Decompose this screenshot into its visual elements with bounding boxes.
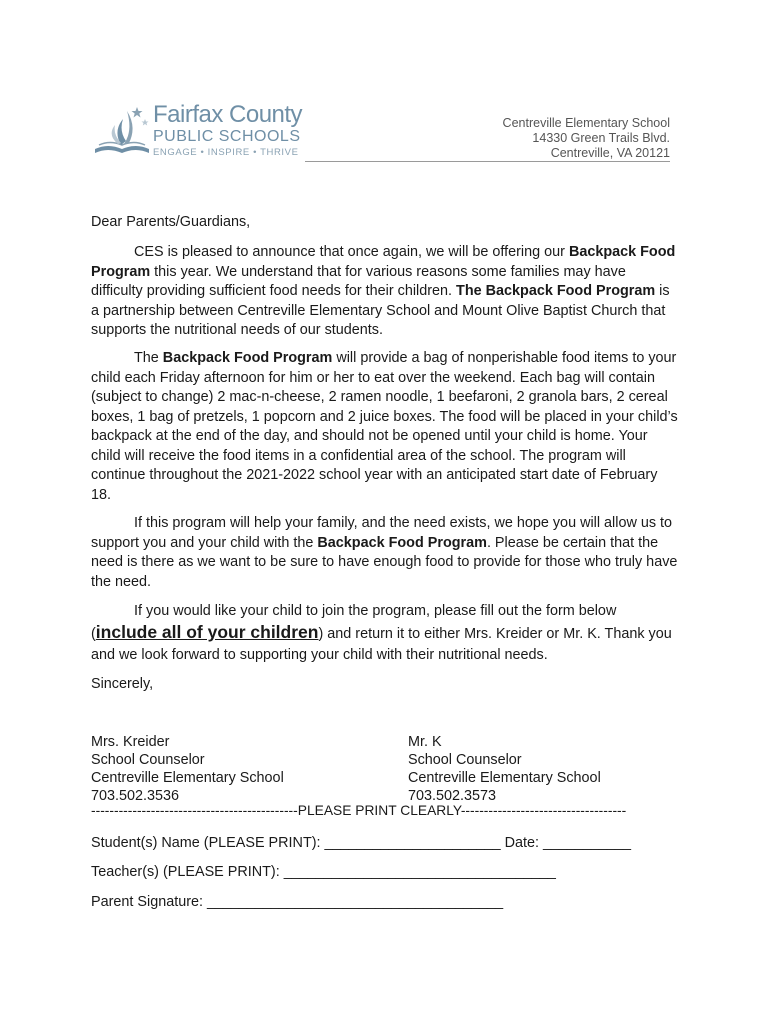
parent-signature-field: Parent Signature: _____________________________________ bbox=[91, 894, 504, 910]
address-line: Centreville, VA 20121 bbox=[550, 146, 670, 160]
logo-subtitle: PUBLIC SCHOOLS bbox=[153, 128, 301, 145]
signature-kreider bbox=[91, 733, 284, 805]
signer-title: School Counselor bbox=[408, 752, 522, 768]
paragraph-2 bbox=[91, 349, 680, 505]
logo-tagline: ENGAGE • INSPIRE • THRIVE bbox=[153, 147, 299, 158]
print-clearly-separator: ---------------------------------------------PLEASE PRINT CLEARLY------------------------------------ bbox=[91, 803, 627, 818]
signer-title: School Counselor bbox=[91, 752, 205, 768]
student-name-field: Student(s) Name (PLEASE PRINT): ______________________ Date: ___________ bbox=[91, 835, 632, 851]
p1-text: CES is pleased to announce that once again, we will be offering our bbox=[134, 244, 569, 260]
p1-text: is a partnership between Centreville Elementary School and Mount Olive Baptist Church that supports the nutritional needs of our students. bbox=[91, 283, 670, 338]
p3-bold: Backpack Food Program bbox=[317, 534, 487, 551]
signer-phone: 703.502.3536 bbox=[91, 788, 180, 804]
paragraph-3 bbox=[91, 514, 680, 592]
logo-title: Fairfax County bbox=[153, 101, 303, 128]
closing: Sincerely, bbox=[91, 676, 154, 692]
fcps-logo bbox=[93, 101, 333, 161]
p2-text: The bbox=[134, 350, 163, 366]
paragraph-4 bbox=[91, 601, 680, 666]
p3-text: If this program will help your family, and the need exists, we hope you will allow us to support you and your child with the bbox=[91, 515, 673, 551]
p4-emphasis: include all of your children bbox=[95, 622, 319, 642]
paragraph-1 bbox=[91, 243, 680, 341]
school-address bbox=[503, 116, 670, 161]
signature-mr-k bbox=[408, 733, 601, 805]
p4-text: ) and return it to either Mrs. Kreider or Mr. K. Thank you and we look forward to supporting your child with their nutritional needs. bbox=[91, 626, 672, 663]
p3-text: . Please be certain that the need is there as we want to be sure to have enough food to provide for those who truly have the need. bbox=[91, 534, 678, 590]
signer-school: Centreville Elementary School bbox=[408, 770, 601, 786]
p1-bold: Backpack Food Program bbox=[91, 244, 676, 280]
teacher-name-field: Teacher(s) (PLEASE PRINT): __________________________________ bbox=[91, 864, 556, 880]
p4-text: If you would like your child to join the program, please fill out the form below ( bbox=[91, 603, 617, 642]
torch-book-icon bbox=[93, 101, 153, 159]
p2-text: will provide a bag of nonperishable food items to your child each Friday afternoon for him or her to eat over the weekend. Each bag will contain (subject to change) 2 mac-n-cheese, 2 ramen noodle, 1 beefaroni, 2 granola bars, 2 cereal boxes, 1 bag of pretzels, 1 popcorn and 2 juice boxes. The food will be placed in your child’s backpack at the end of the day, and should not be opened until your child is home. Your child will receive the food items in a confidential area of the school. The program will continue throughout the 2021-2022 school year with an anticipated start date of February 18. bbox=[91, 350, 678, 503]
address-line: Centreville Elementary School bbox=[502, 116, 670, 130]
signer-name: Mrs. Kreider bbox=[91, 734, 170, 750]
p2-bold: Backpack Food Program bbox=[162, 350, 333, 366]
header-rule bbox=[305, 161, 670, 162]
salutation: Dear Parents/Guardians, bbox=[91, 214, 251, 230]
p1-bold: The Backpack Food Program bbox=[456, 283, 656, 299]
address-line: 14330 Green Trails Blvd. bbox=[532, 131, 670, 145]
p1-text: this year. We understand that for various reasons some families may have difficulty providing sufficient food needs for their children. bbox=[91, 263, 626, 299]
signer-school: Centreville Elementary School bbox=[91, 770, 284, 786]
signer-name: Mr. K bbox=[408, 734, 442, 750]
signer-phone: 703.502.3573 bbox=[408, 788, 497, 804]
